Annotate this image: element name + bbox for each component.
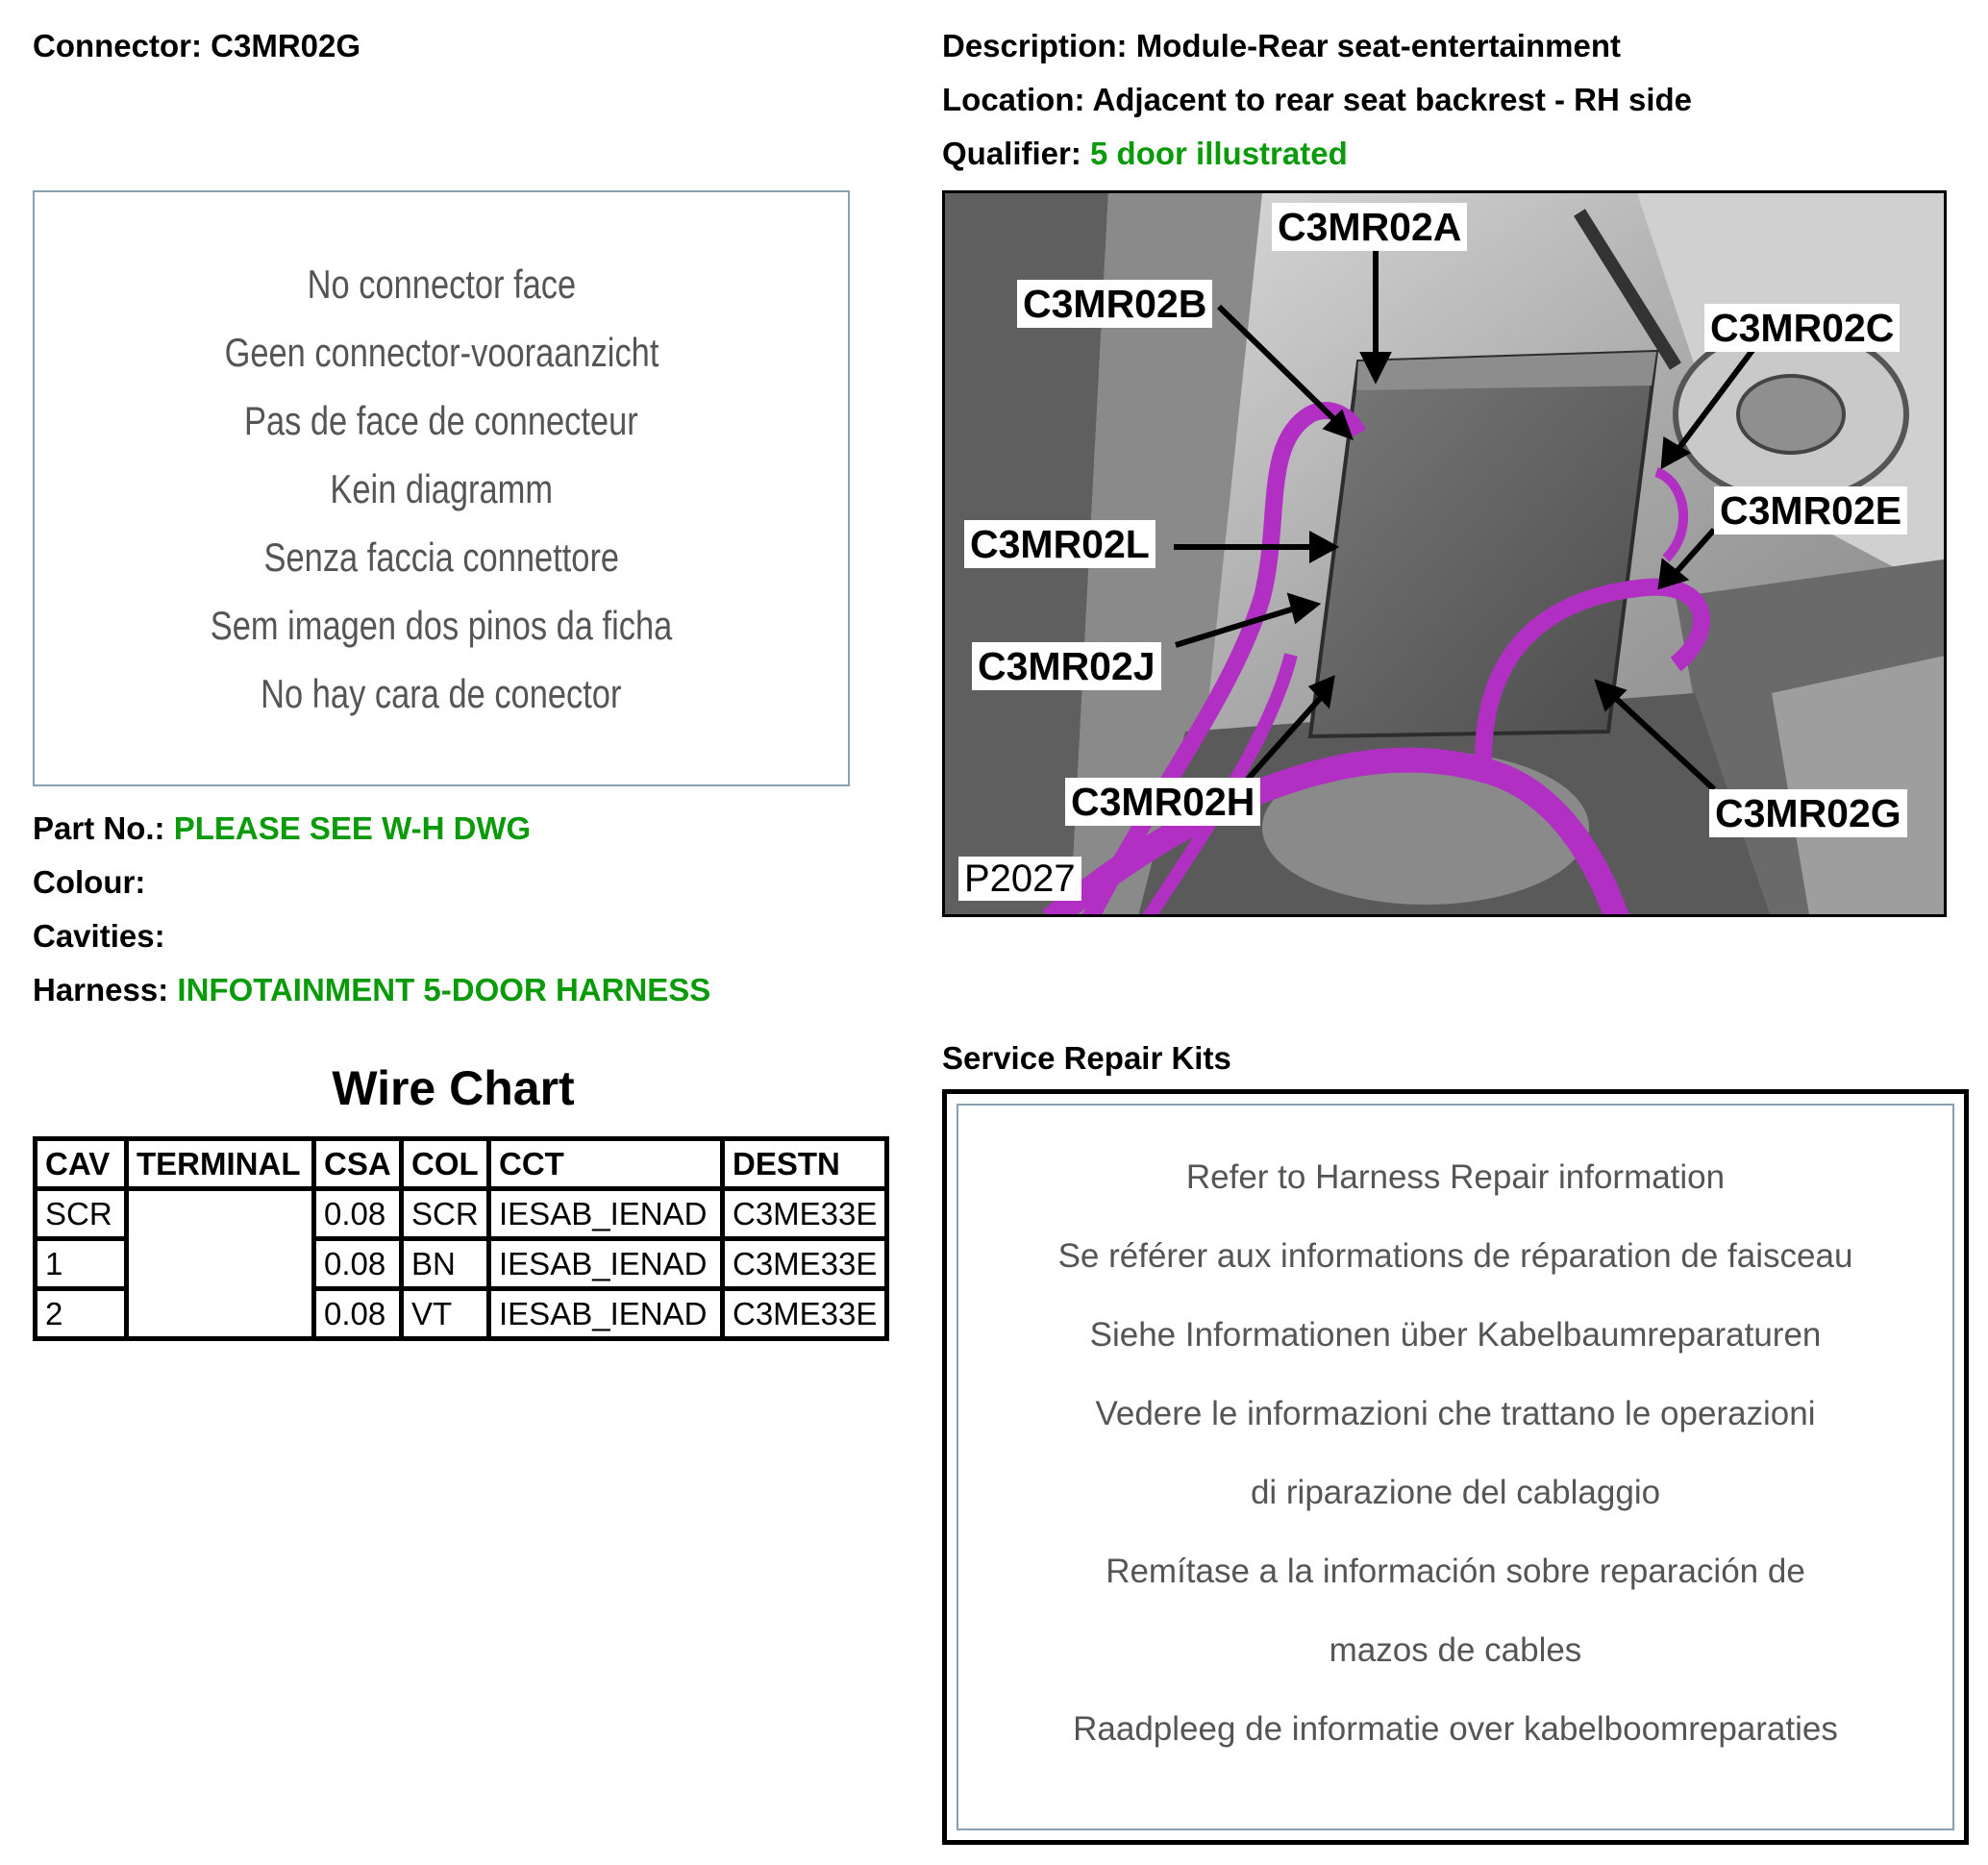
cell-cav: 2: [36, 1289, 127, 1339]
cell-csa: 0.08: [314, 1289, 402, 1339]
cell-col: BN: [402, 1239, 489, 1289]
cell-cct: IESAB_IENAD: [489, 1239, 723, 1289]
description-value: Module-Rear seat-entertainment: [1135, 28, 1621, 63]
harness-value: INFOTAINMENT 5-DOOR HARNESS: [177, 972, 711, 1007]
face-line: Pas de face de connecteur: [244, 397, 638, 443]
kits-line: mazos de cables: [1329, 1631, 1582, 1669]
location-value: Adjacent to rear seat backrest - RH side: [1092, 82, 1693, 117]
face-line: Senza faccia connettore: [263, 534, 619, 580]
service-repair-kits-title: Service Repair Kits: [942, 1040, 1231, 1076]
service-repair-kits-inner: [957, 1104, 1954, 1830]
colour-field: [33, 863, 145, 902]
cell-col: VT: [402, 1289, 489, 1339]
part-no-label: Part No.:: [33, 810, 165, 846]
cavities-label: Cavities:: [33, 918, 165, 954]
connector-field: [33, 27, 360, 65]
cell-cct: IESAB_IENAD: [489, 1189, 723, 1239]
col-header-col: COL: [402, 1139, 489, 1189]
description-field: [942, 27, 1621, 65]
callout-c3mr02c: C3MR02C: [1704, 304, 1900, 352]
qualifier-value: 5 door illustrated: [1090, 136, 1348, 171]
connector-label: Connector:: [33, 28, 202, 63]
cell-destn: C3ME33E: [723, 1239, 887, 1289]
connector-face-box: [33, 190, 850, 786]
harness-label: Harness:: [33, 972, 169, 1007]
face-line: Sem imagen dos pinos da ficha: [210, 602, 673, 648]
callout-c3mr02b: C3MR02B: [1017, 280, 1212, 328]
kits-line: Siehe Informationen über Kabelbaumreparaturen: [1089, 1316, 1822, 1354]
service-repair-kits-box: [942, 1089, 1969, 1845]
photo-reference: P2027: [958, 857, 1081, 901]
col-header-cav: CAV: [36, 1139, 127, 1189]
kits-line: Remítase a la información sobre reparación de: [1106, 1553, 1805, 1590]
callout-c3mr02l: C3MR02L: [964, 520, 1156, 568]
description-label: Description:: [942, 28, 1128, 63]
cell-terminal: [127, 1189, 314, 1339]
kits-line: Refer to Harness Repair information: [1185, 1158, 1726, 1196]
callout-c3mr02a: C3MR02A: [1272, 203, 1467, 251]
face-line: Kein diagramm: [330, 465, 553, 511]
cell-csa: 0.08: [314, 1189, 402, 1239]
kits-line: Vedere le informazioni che trattano le operazioni: [1095, 1395, 1816, 1432]
callout-c3mr02g: C3MR02G: [1709, 789, 1907, 837]
cell-cav: 1: [36, 1239, 127, 1289]
kits-line: Raadpleeg de informatie over kabelboomreparaties: [1073, 1710, 1838, 1748]
cell-cav: SCR: [36, 1189, 127, 1239]
cell-destn: C3ME33E: [723, 1189, 887, 1239]
colour-label: Colour:: [33, 864, 146, 900]
location-label: Location:: [942, 82, 1085, 117]
cell-col: SCR: [402, 1189, 489, 1239]
callout-c3mr02e: C3MR02E: [1714, 486, 1907, 535]
qualifier-label: Qualifier:: [942, 136, 1081, 171]
cell-cct: IESAB_IENAD: [489, 1289, 723, 1339]
harness-field: [33, 971, 710, 1009]
table-header-row: [36, 1139, 887, 1189]
wire-chart-title: Wire Chart: [332, 1061, 575, 1115]
col-header-terminal: TERMINAL: [127, 1139, 314, 1189]
callout-c3mr02h: C3MR02H: [1065, 778, 1260, 826]
wire-chart-table: [33, 1136, 889, 1341]
cavities-field: [33, 917, 165, 956]
table-row: [36, 1189, 887, 1239]
qualifier-field: [942, 135, 1348, 173]
face-line: Geen connector-vooraanzicht: [224, 329, 659, 375]
location-field: [942, 81, 1692, 119]
col-header-csa: CSA: [314, 1139, 402, 1189]
cell-csa: 0.08: [314, 1239, 402, 1289]
part-no-value: PLEASE SEE W-H DWG: [173, 810, 532, 846]
connector-value: C3MR02G: [211, 28, 361, 63]
col-header-destn: DESTN: [723, 1139, 887, 1189]
face-line: No hay cara de conector: [261, 670, 622, 716]
kits-line: Se référer aux informations de réparation de faisceau: [1057, 1237, 1853, 1275]
part-no-field: [33, 809, 531, 848]
callout-c3mr02j: C3MR02J: [972, 642, 1161, 690]
location-photo: [942, 190, 1947, 917]
cell-destn: C3ME33E: [723, 1289, 887, 1339]
kits-line: di riparazione del cablaggio: [1250, 1474, 1661, 1511]
col-header-cct: CCT: [489, 1139, 723, 1189]
face-line: No connector face: [307, 261, 576, 307]
